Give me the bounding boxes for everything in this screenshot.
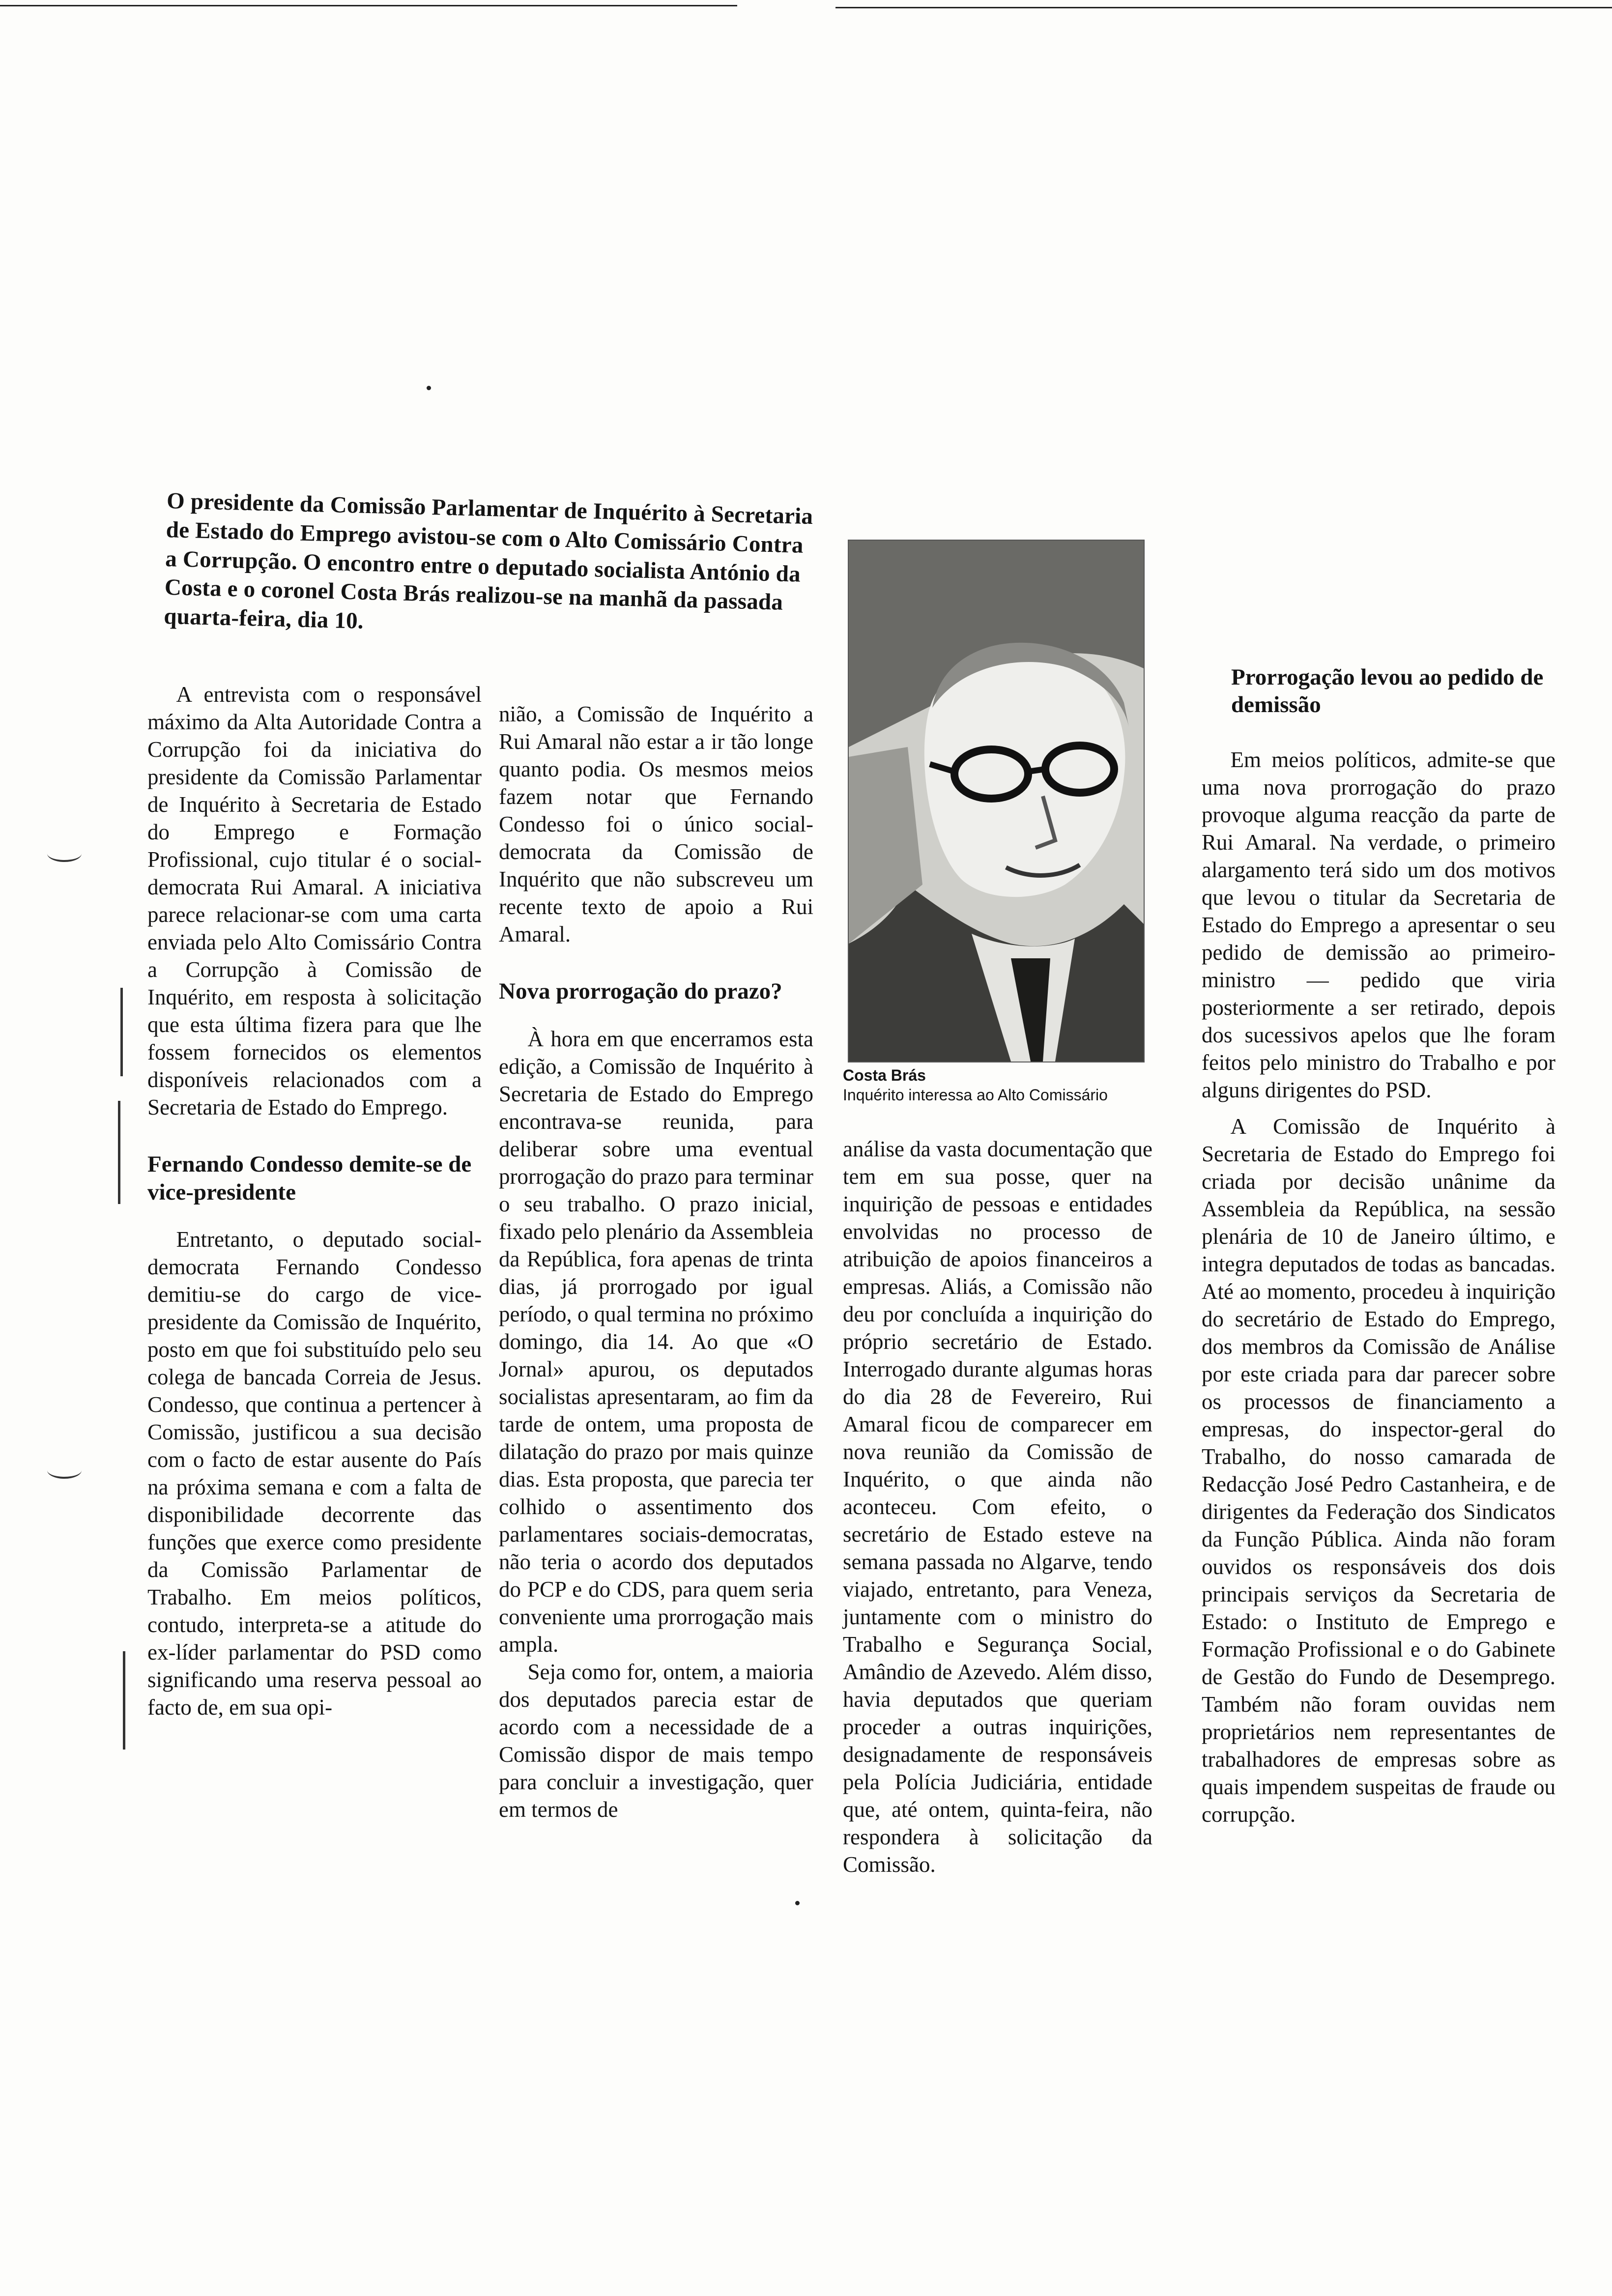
- paragraph: Em meios políticos, admite-se que uma nova prorrogação do prazo provoque alguma reacção da parte de Rui Amaral. Na verdade, o primeiro alargamento terá sido um dos motivos que levou o titular da Secretaria de Estado do Emprego a apresentar o seu pedido de demissão ao primeiro-ministro — pedido que viria posteriormente a ser retirado, depois dos sucessivos apelos que lhe foram feitos pelo ministro do Trabalho e por alguns dirigentes do PSD.: [1202, 747, 1555, 1102]
- margin-pencil-mark: [123, 1651, 125, 1750]
- paragraph: Seja como for, ontem, a maioria dos deputados parecia estar de acordo com a necessidade de a Comissão dispor de mais tempo para concluir a investigação, quer em termos de: [499, 1659, 813, 1822]
- subheading: Prorrogação levou ao pedido de demissão: [1231, 664, 1544, 718]
- caption-name: Costa Brás: [843, 1066, 926, 1084]
- scan-speck: [427, 386, 431, 390]
- caption-text: Inquérito interessa ao Alto Comissário: [843, 1086, 1108, 1104]
- margin-pencil-mark: [118, 1101, 120, 1204]
- column-3: [843, 1135, 1152, 1878]
- binder-hole-mark: [47, 1462, 82, 1479]
- photo-caption: [843, 1065, 1177, 1105]
- column-4: [1202, 663, 1555, 1828]
- paragraph: A Comissão de Inquérito à Secretaria de Estado do Emprego foi criada por decisão unânime da Assembleia da República, na sessão plenária de 10 de Janeiro último, e integra deputados de todas as bancadas. Até ao momento, procedeu à inquirição do secretário de Estado do Emprego, dos membros da Comissão de Análise por este criada para dar parecer sobre os processos de financiamento a empresas, do inspector-geral do Trabalho, do nosso camarada de Redacção José Pedro Castanheira, e de dirigentes da Federação dos Sindicatos da Função Pública. Ainda não foram ouvidos os responsáveis dos dois principais serviços da Secretaria de Estado: o Instituto de Emprego e Formação Profissional e o do Gabinete de Gestão do Fundo de Desemprego. Também não foram ouvidas nem proprietários nem representantes de trabalhadores de empresas sobre as quais impendem suspeitas de fraude ou corrupção.: [1202, 1114, 1555, 1827]
- margin-pencil-mark: [120, 988, 123, 1076]
- column-1: [147, 681, 482, 1721]
- column-2: [499, 700, 813, 1823]
- subheading: Fernando Condesso demite-se de vice-presidente: [147, 1151, 472, 1205]
- article-lead: O presidente da Comissão Parlamentar de Inquérito à Secretaria de Estado do Emprego avistou-se com o Alto Comissário Contra a Corrupção. O encontro entre o deputado socialista António da Costa e o coronel Costa Brás realizou-se na manhã da passada quarta-feira, dia 10.: [163, 488, 813, 634]
- scan-edge-line: [0, 5, 737, 6]
- portrait-photo: [848, 540, 1145, 1062]
- paragraph: nião, a Comissão de Inquérito a Rui Amaral não estar a ir tão longe quanto podia. Os mesmos meios fazem notar que Fernando Condesso foi o único social-democrata da Comissão de Inquérito que não subscreveu um recente texto de apoio a Rui Amaral.: [499, 702, 813, 947]
- paragraph: Entretanto, o deputado social-democrata Fernando Condesso demitiu-se do cargo de vice-presidente da Comissão de Inquérito, posto em que foi substituído pelo seu colega de bancada Correia de Jesus. Condesso, que continua a pertencer à Comissão, justificou a sua decisão com o facto de estar ausente do País na próxima semana e com a falta de disponibilidade decorrente das funções que exerce como presidente da Comissão Parlamentar de Trabalho. Em meios políticos, contudo, interpreta-se a atitude do ex-líder parlamentar do PSD como significando uma reserva pessoal ao facto de, em sua opi-: [147, 1227, 482, 1720]
- paragraph: A entrevista com o responsável máximo da Alta Autoridade Contra a Corrupção foi da iniciativa do presidente da Comissão Parlamentar de Inquérito à Secretaria de Estado do Emprego e Formação Profissional, cujo titular é o social-democrata Rui Amaral. A iniciativa parece relacionar-se com uma carta enviada pelo Alto Comissário Contra a Corrupção à Comissão de Inquérito, em resposta à solicitação que esta última fizera para que lhe fossem fornecidos os elementos disponíveis relacionados com a Secretaria de Estado do Emprego.: [147, 682, 482, 1120]
- paragraph: À hora em que encerramos esta edição, a Comissão de Inquérito à Secretaria de Estado do Emprego encontrava-se reunida, para deliberar sobre uma eventual prorrogação do prazo para terminar o seu trabalho. O prazo inicial, fixado pelo plenário da Assembleia da República, fora apenas de trinta dias, já prorrogado por igual período, o qual termina no próximo domingo, dia 14. Ao que «O Jornal» apurou, os deputados socialistas apresentaram, ao fim da tarde de ontem, uma proposta de dilatação do prazo por mais quinze dias. Esta proposta, que parecia ter colhido o assentimento dos parlamentares sociais-democratas, não teria o acordo dos deputados do PCP e do CDS, para quem seria conveniente uma prorrogação mais ampla.: [499, 1026, 813, 1657]
- subheading: Nova prorrogação do prazo?: [499, 978, 782, 1004]
- paragraph: análise da vasta documentação que tem em sua posse, quer na inquirição de pessoas e entidades envolvidas no processo de atribuição de apoios financeiros a empresas. Aliás, a Comissão não deu por concluída a inquirição do próprio secretário de Estado. Interrogado durante algumas horas do dia 28 de Fevereiro, Rui Amaral ficou de comparecer em nova reunião da Comissão de Inquérito, o que ainda não aconteceu. Com efeito, o secretário de Estado esteve na semana passada no Algarve, tendo viajado, entretanto, para Veneza, juntamente com o ministro do Trabalho e Segurança Social, Amândio de Azevedo. Além disso, havia deputados que queriam proceder a outras inquirições, designadamente de responsáveis pela Polícia Judiciária, entidade que, até ontem, quinta-feira, não respondera à solicitação da Comissão.: [843, 1137, 1152, 1877]
- portrait-illustration: [849, 541, 1144, 1062]
- scan-edge-line: [835, 7, 1612, 8]
- scan-speck: [795, 1901, 800, 1905]
- binder-hole-mark: [47, 845, 82, 862]
